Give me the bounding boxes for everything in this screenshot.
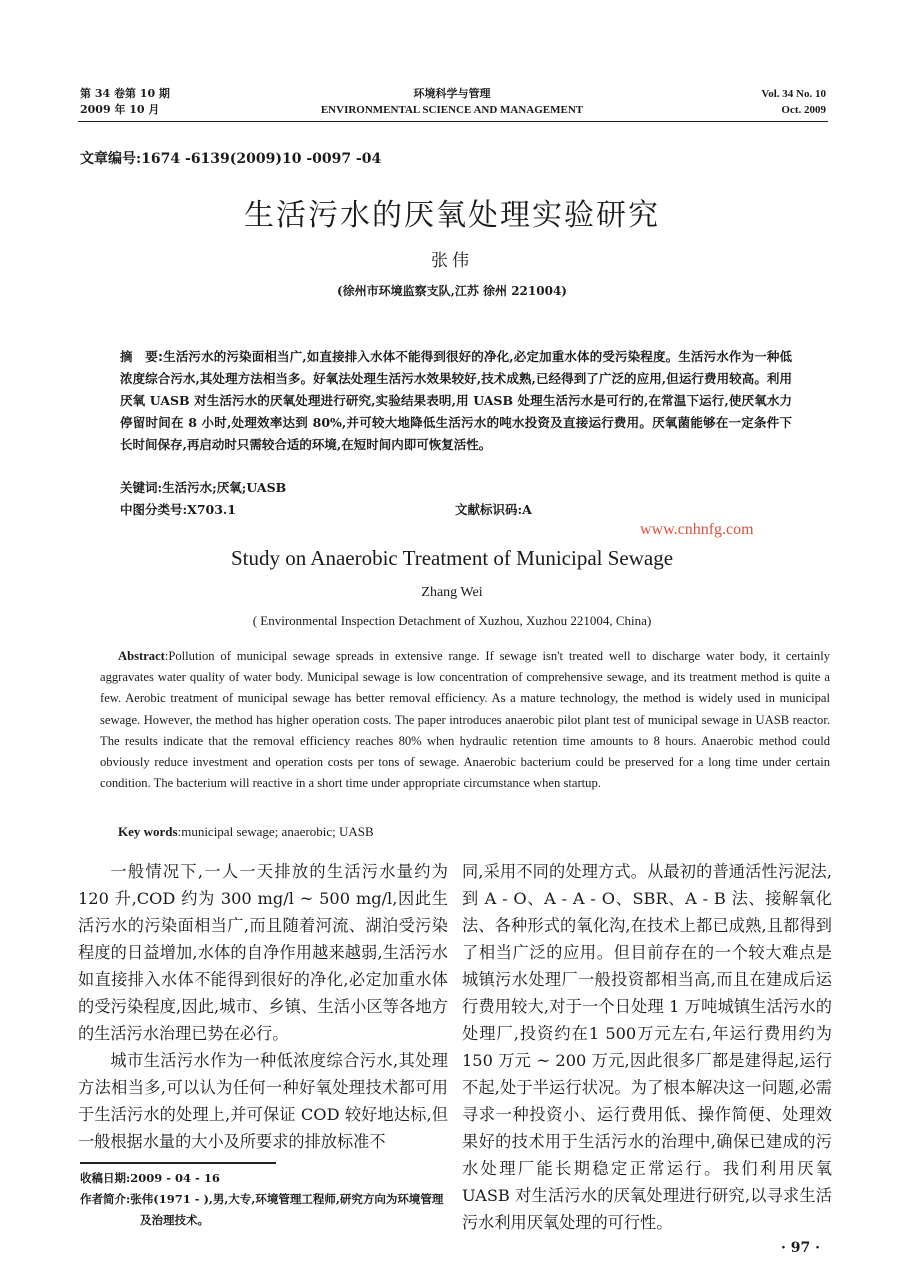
page-number: · 97 · — [781, 1240, 820, 1256]
abstract-text-en: :Pollution of municipal sewage spreads in extensive range. If sewage isn't treated well to discharge water body, it certainly aggravates water quality of water body. Municipal sewage is low concentration of comprehensive sewage, and its treatment method is quite a few. Aerobic treatment of municipal sewage has better removal efficiency. As a mature technology, the method is widely used in municipal sewage. However, the method has higher operation costs. The paper introduces anaerobic pilot plant test of municipal sewage in UASB reactor. The results indicate that the removal efficiency reaches 80% when hydraulic retention time amounts to 8 hours. Anaerobic method could obviously reduce investment and operation costs per tons of sewage. Anaerobic bacterium could be preserved for a long time under certain condition. The bacterium will reactive in a short time under appropriate circumstance when startup. — [100, 649, 830, 791]
body-paragraph: 城市生活污水作为一种低浓度综合污水,其处理方法相当多,可以认为任何一种好氧处理技术都可用于生活污水的处理上,并可保证 COD 较好地达标,但一般根据水量的大小及所要求的排放标准不 — [78, 1051, 448, 1151]
abstract-text-cn: 生活污水的污染面相当广,如直接排入水体不能得到很好的净化,必定加重水体的受污染程度。生活污水作为一种低浓度综合污水,其处理方法相当多。好氧法处理生活污水效果较好,技术成熟,已经得到了广泛的应用,但运行费用较高。利用厌氧 UASB 对生活污水的厌氧处理进行研究,实验结果表明,用 UASB 处理生活污水是可行的,在常温下运行,使厌氧水力停留时间在 8 小时,处理效率达到 80%,并可较大地降低生活污水的吨水投资及直接运行费用。厌氧菌能够在一定条件下长时间保存,再启动时只需较合适的环境,在短时间内即可恢复活性。 — [120, 349, 792, 452]
body-paragraph: 一般情况下,一人一天排放的生活污水量约为 120 升,COD 约为 300 mg/l ~ 500 mg/l,因此生活污水的污染面相当广,而且随着河流、湖泊受污染程度的日益增加,水体的自净作用越来越弱,生活污水如直接排入水体不能得到很好的净化,必定加重水体的受污染程度,因此,城市、乡镇、生活小区等各地方的生活污水治理已势在必行。 — [78, 862, 448, 1043]
paper-title-cn: 生活污水的厌氧处理实验研究 — [244, 198, 660, 233]
watermark: www.cnhnfg.com — [640, 521, 754, 538]
received-label: 收稿日期: — [80, 1171, 131, 1185]
journal-name — [250, 86, 654, 118]
doc-code-value: A — [522, 502, 532, 517]
bio-label: 作者简介: — [80, 1192, 131, 1206]
article-number: 文章编号:1674 -6139(2009)10 -0097 -04 — [80, 151, 382, 167]
footnote — [80, 1168, 450, 1231]
keywords-value-en: :municipal sewage; anaerobic; UASB — [177, 824, 374, 839]
keywords-cn — [120, 478, 286, 496]
volume-en: Vol. 34 No. 10 — [761, 88, 826, 100]
journal-volume-info — [80, 86, 170, 118]
clc-number — [120, 500, 236, 518]
body-column-right — [462, 858, 832, 1236]
body-paragraph: 同,采用不同的处理方式。从最初的普通活性污泥法,到 A - O、A - A - O、SBR、A - B 法、接解氧化法、各种形式的氧化沟,在技术上都已成熟,且都得到了相当广泛的应用。但目前存在的一个较大难点是城镇污水处理厂一般投资都相当高,而且在建成后运行费用较大,对于一个日处理 1 万吨城镇生活污水的处理厂,投资约在1 500万元左右,年运行费用约为 150 万元 ~ 200 万元,因此很多厂都是建得起,运行不起,处于半运行状况。为了根本解决这一问题,必需寻求一种投资小、运行费用低、操作简便、处理效果好的技术用于生活污水的治理中,确保已建成的污水处理厂能长期稳定正常运行。我们利用厌氧 UASB 对生活污水的厌氧处理进行研究,以寻求生活污水利用厌氧处理的可行性。 — [462, 862, 832, 1232]
journal-name-cn: 环境科学与管理 — [413, 87, 491, 100]
keywords-en — [118, 824, 374, 840]
abstract-label-cn: 摘 要: — [120, 349, 163, 364]
abstract-en — [100, 646, 830, 794]
body-column-left — [78, 858, 448, 1155]
clc-value: X703.1 — [187, 502, 236, 517]
issue-date-cn: 2009 年 10 月 — [80, 103, 160, 116]
abstract-cn — [120, 346, 792, 456]
affiliation-en: ( Environmental Inspection Detachment of Xuzhou, Xuzhou 221004, China) — [252, 613, 652, 628]
volume-issue: 第 34 卷第 10 期 — [80, 87, 170, 100]
keywords-label-en: Key words — [118, 824, 178, 839]
footnote-rule — [80, 1162, 276, 1164]
document-code — [455, 500, 532, 518]
paper-title-en: Study on Anaerobic Treatment of Municipal Sewage — [230, 546, 674, 570]
doc-code-label: 文献标识码: — [455, 502, 523, 517]
received-value: 2009 - 04 - 16 — [130, 1171, 220, 1185]
author-bio — [80, 1189, 450, 1231]
affiliation-cn: (徐州市环境监察支队,江苏 徐州 221004) — [337, 284, 567, 298]
abstract-label-en: Abstract — [118, 649, 165, 663]
bio-value: 张伟(1971 - ),男,大专,环境管理工程师,研究方向为环境管理及治理技术。 — [130, 1192, 444, 1227]
journal-name-en: ENVIRONMENTAL SCIENCE AND MANAGEMENT — [320, 104, 584, 116]
received-date — [80, 1168, 450, 1189]
keywords-label-cn: 关键词: — [120, 480, 163, 495]
keywords-value-cn: 生活污水;厌氧;UASB — [162, 480, 287, 495]
author-cn: 张伟 — [431, 251, 473, 271]
journal-volume-en — [761, 86, 826, 118]
date-en: Oct. 2009 — [781, 104, 826, 116]
clc-label: 中图分类号: — [120, 502, 188, 517]
header-rule — [78, 121, 828, 122]
author-en: Zhang Wei — [421, 585, 483, 600]
